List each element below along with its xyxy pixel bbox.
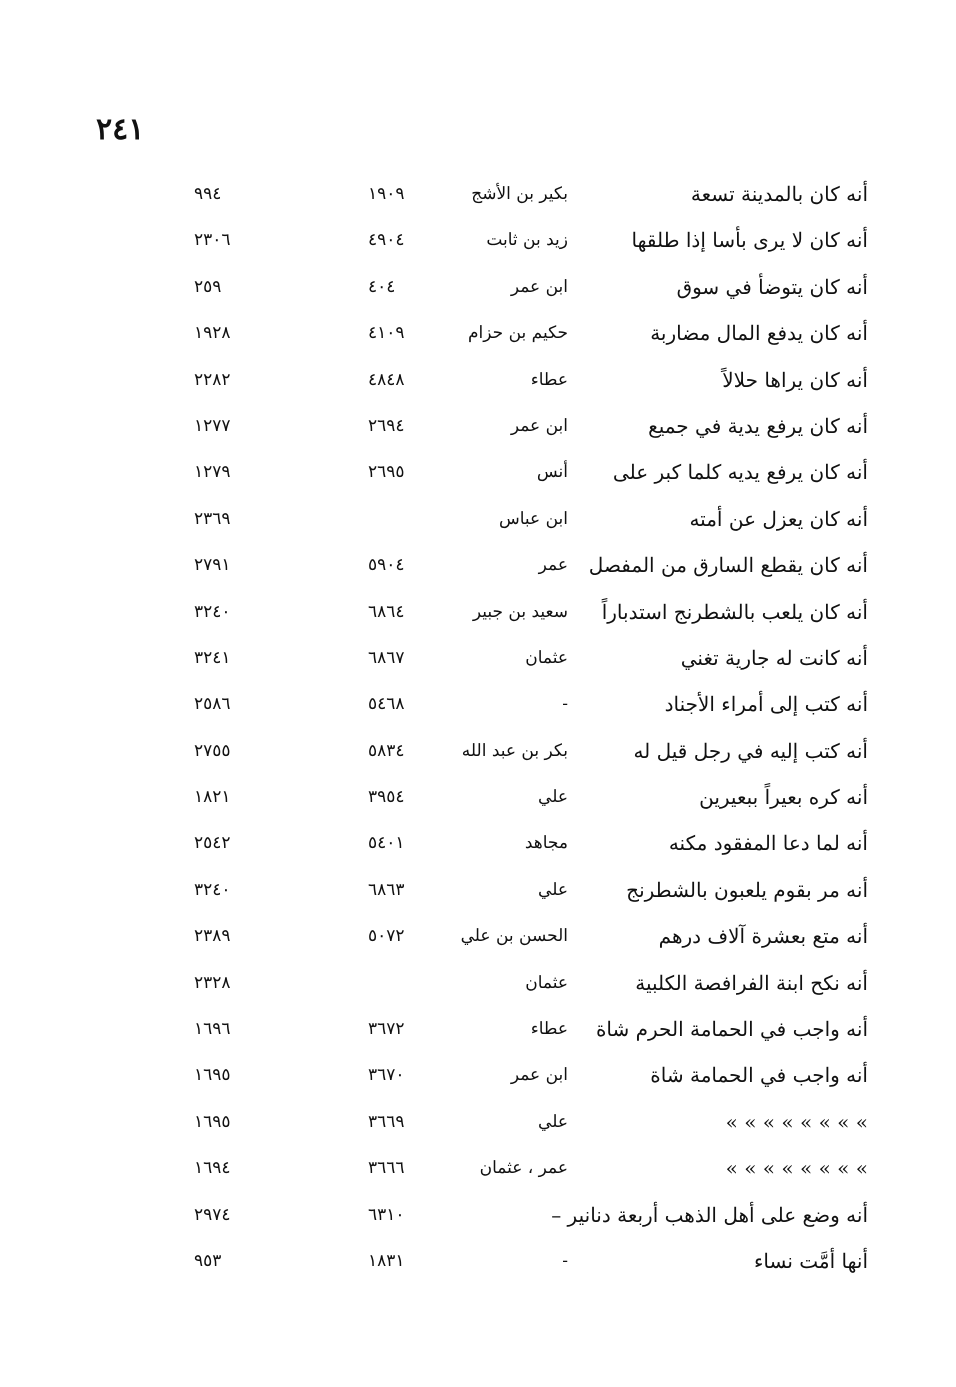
index-row (0, 311, 956, 357)
narrator: - (562, 1250, 568, 1271)
page-reference: ٢٣٠٦ (194, 230, 231, 251)
narrator: بكير بن الأشج (471, 184, 568, 204)
narrator: زيد بن ثابت (486, 230, 568, 251)
page-reference: ١٩٢٨ (194, 323, 231, 344)
page-reference: ١٦٩٥ (194, 1065, 231, 1086)
narrator: سعيد بن جبير (472, 601, 568, 622)
page-reference: ١٨٢١ (194, 787, 231, 808)
hadith-number: ٥٩٠٤ (368, 555, 405, 576)
page-reference: ٢٧٥٥ (194, 740, 231, 761)
index-row (0, 450, 956, 496)
narrator: مجاهد (524, 833, 568, 854)
narrator: أنس (536, 462, 568, 483)
index-row (0, 1193, 956, 1239)
index-row (0, 1146, 956, 1192)
hadith-text: » » » » » » » » (725, 1109, 868, 1134)
index-row (0, 868, 956, 914)
page-reference: ٣٢٤٠ (194, 879, 231, 900)
page-reference: ٢٣٨٩ (194, 926, 231, 947)
narrator: ابن عمر (510, 1065, 568, 1086)
index-row (0, 590, 956, 636)
hadith-text: أنه واجب في الحمامة شاة (650, 1063, 868, 1088)
narrator: عمر ، عثمان (479, 1158, 568, 1179)
hadith-text: أنه لما دعا المفقود مكنه (668, 831, 868, 856)
narrator: علي (538, 1111, 568, 1132)
hadith-number: ٣٦٧٠ (368, 1065, 405, 1086)
hadith-number: ٢٦٩٤ (368, 415, 405, 436)
narrator: علي (538, 787, 568, 808)
hadith-number: ٦٨٦٧ (368, 647, 405, 668)
page-reference: ٢٥٩ (194, 276, 222, 297)
hadith-text: أنه واجب في الحمامة الحرم شاة (595, 1017, 868, 1042)
page-reference: ١٦٩٥ (194, 1111, 231, 1132)
hadith-number: ٢٦٩٥ (368, 462, 405, 483)
hadith-text: أنه كان يرفع يدية في جميع (648, 413, 868, 438)
index-row (0, 961, 956, 1007)
hadith-text: أنه كان يتوضأ في سوق (676, 274, 868, 299)
hadith-text: أنه كتب إليه في رجل قيل له (633, 738, 868, 763)
hadith-number: ٣٩٥٤ (368, 787, 405, 808)
narrator: - (562, 694, 568, 715)
narrator: عثمان (525, 972, 568, 993)
narrator: الحسن بن علي (460, 926, 568, 947)
hadith-number: ٣٦٧٢ (368, 1019, 405, 1040)
index-row (0, 821, 956, 867)
page-reference: ٢٢٨٢ (194, 369, 231, 390)
hadith-text: أنه كان يرفع يديه كلما كبر على (612, 460, 868, 485)
hadith-text: أنه كره بعيراً ببعيرين (699, 785, 868, 810)
narrator: عطاء (530, 1019, 568, 1040)
page-reference: ٣٢٤١ (194, 647, 231, 668)
index-row (0, 1007, 956, 1053)
hadith-number: ١٩٠٩ (368, 184, 405, 204)
hadith-text: أنه كان يلعب بالشطرنج استدباراً (601, 599, 868, 624)
index-row (0, 775, 956, 821)
page-reference: ٢٧٩١ (194, 555, 231, 576)
hadith-text: أنه مر بقوم يلعبون بالشطرنج (626, 877, 868, 902)
page-reference: ١٢٧٧ (194, 415, 231, 436)
page-reference: ١٦٩٤ (194, 1158, 231, 1179)
index-row (0, 358, 956, 404)
hadith-number: ٤٩٠٤ (368, 230, 405, 251)
page-reference: ٢٣٢٨ (194, 972, 231, 993)
page-reference: ٢٥٨٦ (194, 694, 231, 715)
narrator: عثمان (525, 647, 568, 668)
hadith-text: أنه كانت له جارية تغني (680, 645, 868, 670)
hadith-text: أنه متع بعشرة آلاف درهم (658, 924, 868, 949)
index-row (0, 404, 956, 450)
index-row (0, 914, 956, 960)
hadith-number: ٥٠٧٢ (368, 926, 405, 947)
index-row (0, 729, 956, 775)
hadith-text: أنه وضع على أهل الذهب أربعة دنانير – (551, 1202, 868, 1227)
hadith-text: أنه كان بالمدينة تسعة (690, 182, 868, 206)
index-row (0, 218, 956, 264)
index-row (0, 265, 956, 311)
hadith-number: ٥٨٣٤ (368, 740, 405, 761)
hadith-number: ٤٨٤٨ (368, 369, 405, 390)
narrator: حكيم بن حزام (468, 323, 568, 344)
hadith-text: أنه كان يعزل عن أمته (689, 506, 868, 531)
index-row (0, 1100, 956, 1146)
page-reference: ٩٥٣ (194, 1250, 222, 1271)
index-row (0, 497, 956, 543)
page-reference: ٣٢٤٠ (194, 601, 231, 622)
hadith-text: أنه كان لا يرى بأسا إذا طلقها (631, 228, 868, 253)
hadith-number: ٣٦٦٩ (368, 1111, 405, 1132)
index-row (0, 1053, 956, 1099)
hadith-text: أنه كتب إلى أمراء الأجناد (664, 692, 868, 717)
narrator: ابن عباس (498, 508, 568, 529)
narrator: عمر (538, 555, 568, 576)
index-table (0, 172, 956, 1285)
hadith-text: أنه كان يراها حلالاً (722, 367, 868, 392)
index-row (0, 682, 956, 728)
hadith-number: ٤١٠٩ (368, 323, 405, 344)
hadith-number: ٥٤٠١ (368, 833, 405, 854)
page-reference: ٩٩٤ (194, 184, 222, 204)
narrator: بكر بن عبد الله (461, 740, 568, 761)
hadith-number: ٤٠٤ (368, 276, 396, 297)
index-row (0, 172, 956, 218)
narrator: ابن عمر (510, 276, 568, 297)
hadith-number: ٦٣١٠ (368, 1204, 405, 1225)
hadith-text: » » » » » » » » (725, 1156, 868, 1181)
narrator: عطاء (530, 369, 568, 390)
hadith-text: أنها أمَّت نساء (754, 1248, 868, 1273)
narrator: ابن عمر (510, 415, 568, 436)
index-row (0, 543, 956, 589)
hadith-number: ١٨٣١ (368, 1250, 405, 1271)
hadith-number: ٦٨٦٤ (368, 601, 405, 622)
index-row (0, 636, 956, 682)
hadith-text: أنه نكح ابنة الفرافصة الكلبية (635, 970, 868, 995)
page-reference: ٢٥٤٢ (194, 833, 231, 854)
narrator: علي (538, 879, 568, 900)
hadith-number: ٥٤٦٨ (368, 694, 405, 715)
hadith-number: ٦٨٦٣ (368, 879, 405, 900)
page-reference: ١٢٧٩ (194, 462, 231, 483)
hadith-text: أنه كان يقطع السارق من المفصل (588, 553, 868, 578)
index-row (0, 1239, 956, 1285)
page-reference: ٢٣٦٩ (194, 508, 231, 529)
page-reference: ٢٩٧٤ (194, 1204, 231, 1225)
hadith-text: أنه كان يدفع المال مضاربة (650, 321, 868, 346)
page-reference: ١٦٩٦ (194, 1019, 231, 1040)
hadith-number: ٣٦٦٦ (368, 1158, 405, 1179)
page-number: ٢٤١ (96, 112, 145, 147)
